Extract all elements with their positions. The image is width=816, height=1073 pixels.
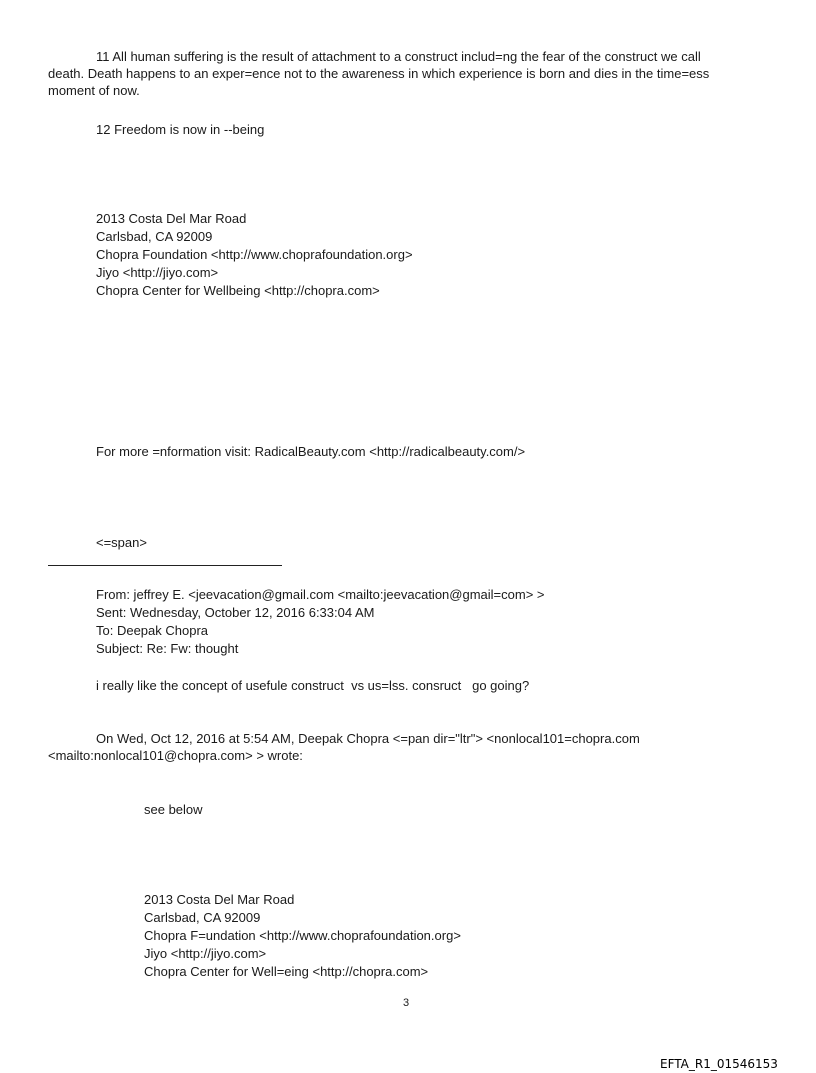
page-number: 3	[403, 997, 410, 1009]
quote-intro-line1: On Wed, Oct 12, 2016 at 5:54 AM, Deepak Chopra <=pan dir="ltr"> <nonlocal101=chopra.com	[96, 731, 640, 746]
quoted-jiyo-link: Jiyo <http://jiyo.com>	[144, 946, 267, 961]
sent-line: Sent: Wednesday, October 12, 2016 6:33:04 AM	[96, 605, 375, 620]
quote-intro-line2: <mailto:nonlocal101@chopra.com> > wrote:	[48, 748, 303, 763]
from-line: From: jeffrey E. <jeevacation@gmail.com <mailto:jeevacation@gmail=com> >	[96, 587, 545, 602]
para12: 12 Freedom is now in --being	[96, 122, 265, 137]
jiyo-link: Jiyo <http://jiyo.com>	[96, 265, 219, 280]
chopra-center-link: Chopra Center for Wellbeing <http://chopra.com>	[96, 283, 380, 298]
address-line-1: 2013 Costa Del Mar Road	[96, 211, 247, 226]
bates-id: EFTA_R1_01546153	[660, 1057, 778, 1071]
quoted-address-line-2: Carlsbad, CA 92009	[144, 910, 261, 925]
separator-rule	[48, 565, 282, 566]
more-info-line: For more =nformation visit: RadicalBeauty.com <http://radicalbeauty.com/>	[96, 444, 526, 459]
quoted-foundation-link: Chopra F=undation <http://www.choprafoundation.org>	[144, 928, 461, 943]
para11-line2: death. Death happens to an exper=ence not to the awareness in which experience is born and dies in the time=ess	[48, 66, 710, 81]
para11-line1: 11 All human suffering is the result of attachment to a construct includ=ng the fear of the construct we call	[96, 49, 701, 64]
para11-line3: moment of now.	[48, 83, 140, 98]
foundation-link: Chopra Foundation <http://www.choprafoundation.org>	[96, 247, 413, 262]
quoted-address-line-1: 2013 Costa Del Mar Road	[144, 892, 295, 907]
to-line: To: Deepak Chopra	[96, 623, 209, 638]
quoted-chopra-center-link: Chopra Center for Well=eing <http://chopra.com>	[144, 964, 429, 979]
see-below-text: see below	[144, 802, 203, 817]
reply-body: i really like the concept of usefule construct vs us=lss. consruct go going?	[96, 678, 530, 693]
address-line-2: Carlsbad, CA 92009	[96, 229, 213, 244]
span-tag-text: <=span>	[96, 535, 147, 550]
subject-line: Subject: Re: Fw: thought	[96, 641, 239, 656]
